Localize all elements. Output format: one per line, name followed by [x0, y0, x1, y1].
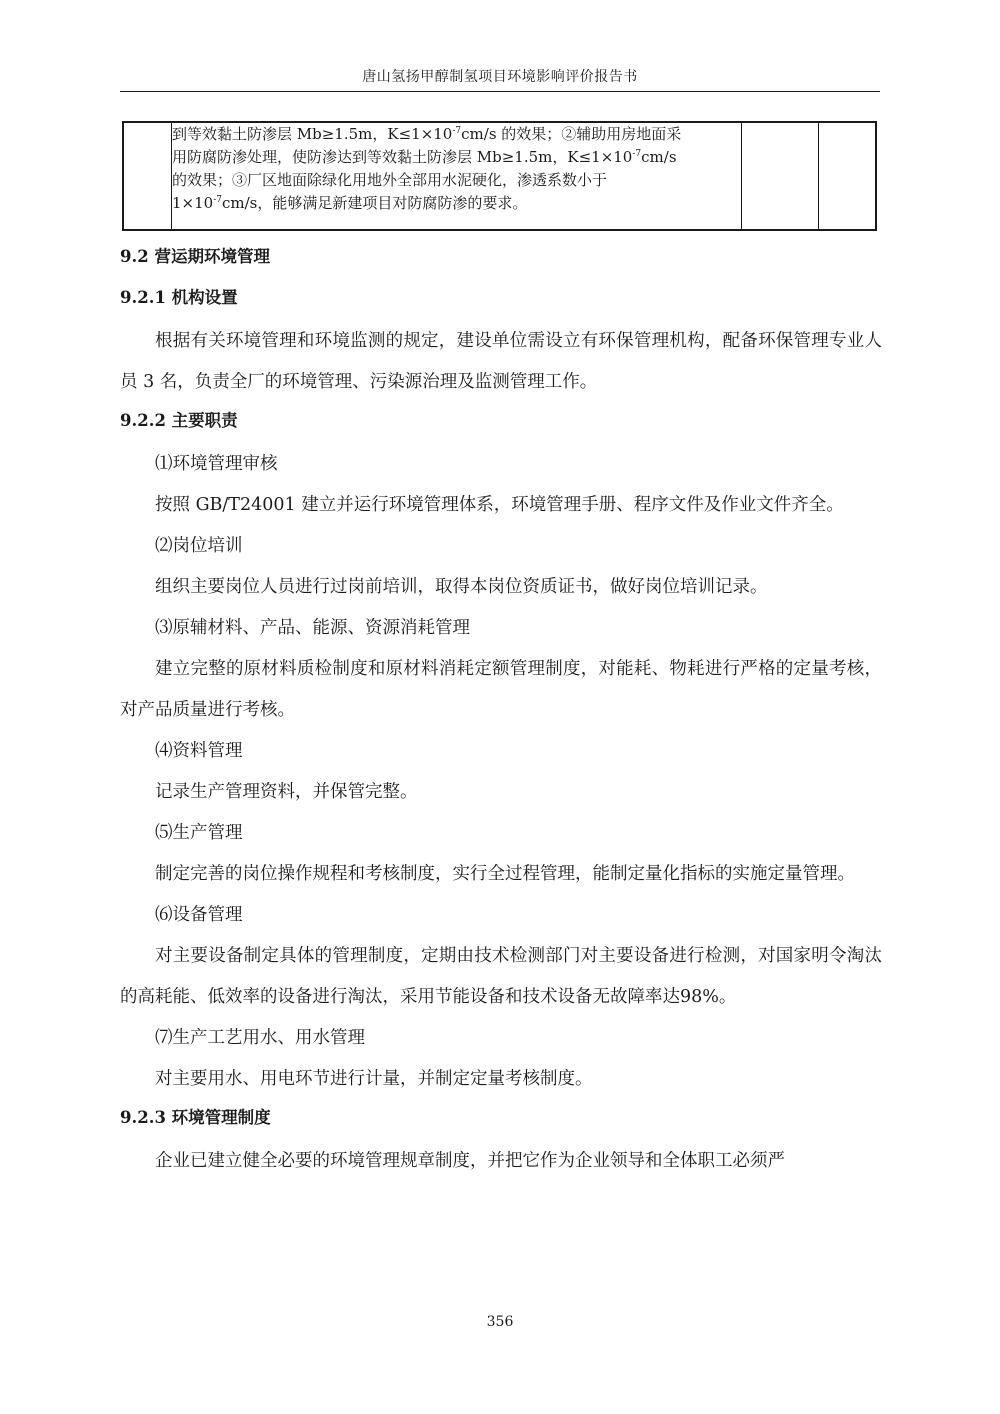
- subsection-heading: 9.2.1 机构设置: [120, 288, 238, 307]
- paragraph: 企业已建立健全必要的环境管理规章制度，并把它作为企业领导和全体职工必须严: [155, 1151, 785, 1171]
- header-rule: [120, 91, 880, 92]
- item-heading: ⑹设备管理: [155, 905, 243, 925]
- paragraph: 根据有关环境管理和环境监测的规定，建设单位需设立有环保管理机构，配备环保管理专业人员 3 名，负责全厂的环境管理、污染源治理及监测管理工作。: [120, 331, 882, 392]
- item-heading: ⑷资料管理: [155, 741, 243, 761]
- paragraph: 制定完善的岗位操作规程和考核制度，实行全过程管理，能制定量化指标的实施定量管理。: [155, 864, 855, 884]
- running-header: 唐山氢扬甲醇制氢项目环境影响评价报告书: [362, 69, 638, 85]
- paragraph: 对主要用水、用电环节进行计量，并制定定量考核制度。: [155, 1069, 593, 1089]
- item-heading: ⑶原辅材料、产品、能源、资源消耗管理: [155, 618, 470, 638]
- cell-line: $1\times 10^{-7}cm/s$，能够满足新建项目对防腐防渗的要求。: [172, 194, 528, 212]
- table-row: [123, 122, 876, 230]
- paragraph: 对主要设备制定具体的管理制度，定期由技术检测部门对主要设备进行检测，对国家明令淘汰的高耗能、低效率的设备进行淘汰，采用节能设备和技术设备无故障率达98%。: [120, 946, 882, 1007]
- cell-line: 到等效黏土防渗层 Mb≥1.5m，$K\le 1\times 10^{-7}cm/s$ 的效果；②辅助用房地面采: [172, 125, 682, 143]
- page-number: 356: [486, 1314, 514, 1330]
- item-heading: ⑸生产管理: [155, 823, 243, 843]
- item-heading: ⑴环境管理审核: [155, 454, 278, 474]
- paragraph: 记录生产管理资料，并保管完整。: [155, 782, 418, 802]
- table-cell-empty: [742, 122, 819, 230]
- paragraph: 按照 GB/T24001 建立并运行环境管理体系，环境管理手册、程序文件及作业文件齐全。: [155, 495, 844, 515]
- cell-line: 的效果；③厂区地面除绿化用地外全部用水泥硬化，渗透系数小于: [172, 171, 608, 189]
- table-cell-empty: [123, 122, 172, 230]
- paragraph: 建立完整的原材料质检制度和原材料消耗定额管理制度，对能耗、物耗进行严格的定量考核，对产品质量进行考核。: [120, 659, 882, 720]
- cell-line: 用防腐防渗处理，使防渗达到等效黏土防渗层 Mb≥1.5m，$K\le 1\times 10^{-7}cm/s$: [172, 148, 677, 166]
- subsection-heading: 9.2.2 主要职责: [120, 411, 238, 430]
- item-heading: ⑺生产工艺用水、用水管理: [155, 1028, 365, 1048]
- section-heading: 9.2 营运期环境管理: [120, 247, 270, 266]
- body-content: [120, 239, 882, 1182]
- continued-table: [122, 121, 877, 231]
- table-cell-empty: [819, 122, 877, 230]
- item-heading: ⑵岗位培训: [155, 536, 243, 556]
- paragraph: 组织主要岗位人员进行过岗前培训，取得本岗位资质证书，做好岗位培训记录。: [155, 577, 768, 597]
- subsection-heading: 9.2.3 环境管理制度: [120, 1108, 271, 1127]
- table-cell-text: [172, 122, 742, 230]
